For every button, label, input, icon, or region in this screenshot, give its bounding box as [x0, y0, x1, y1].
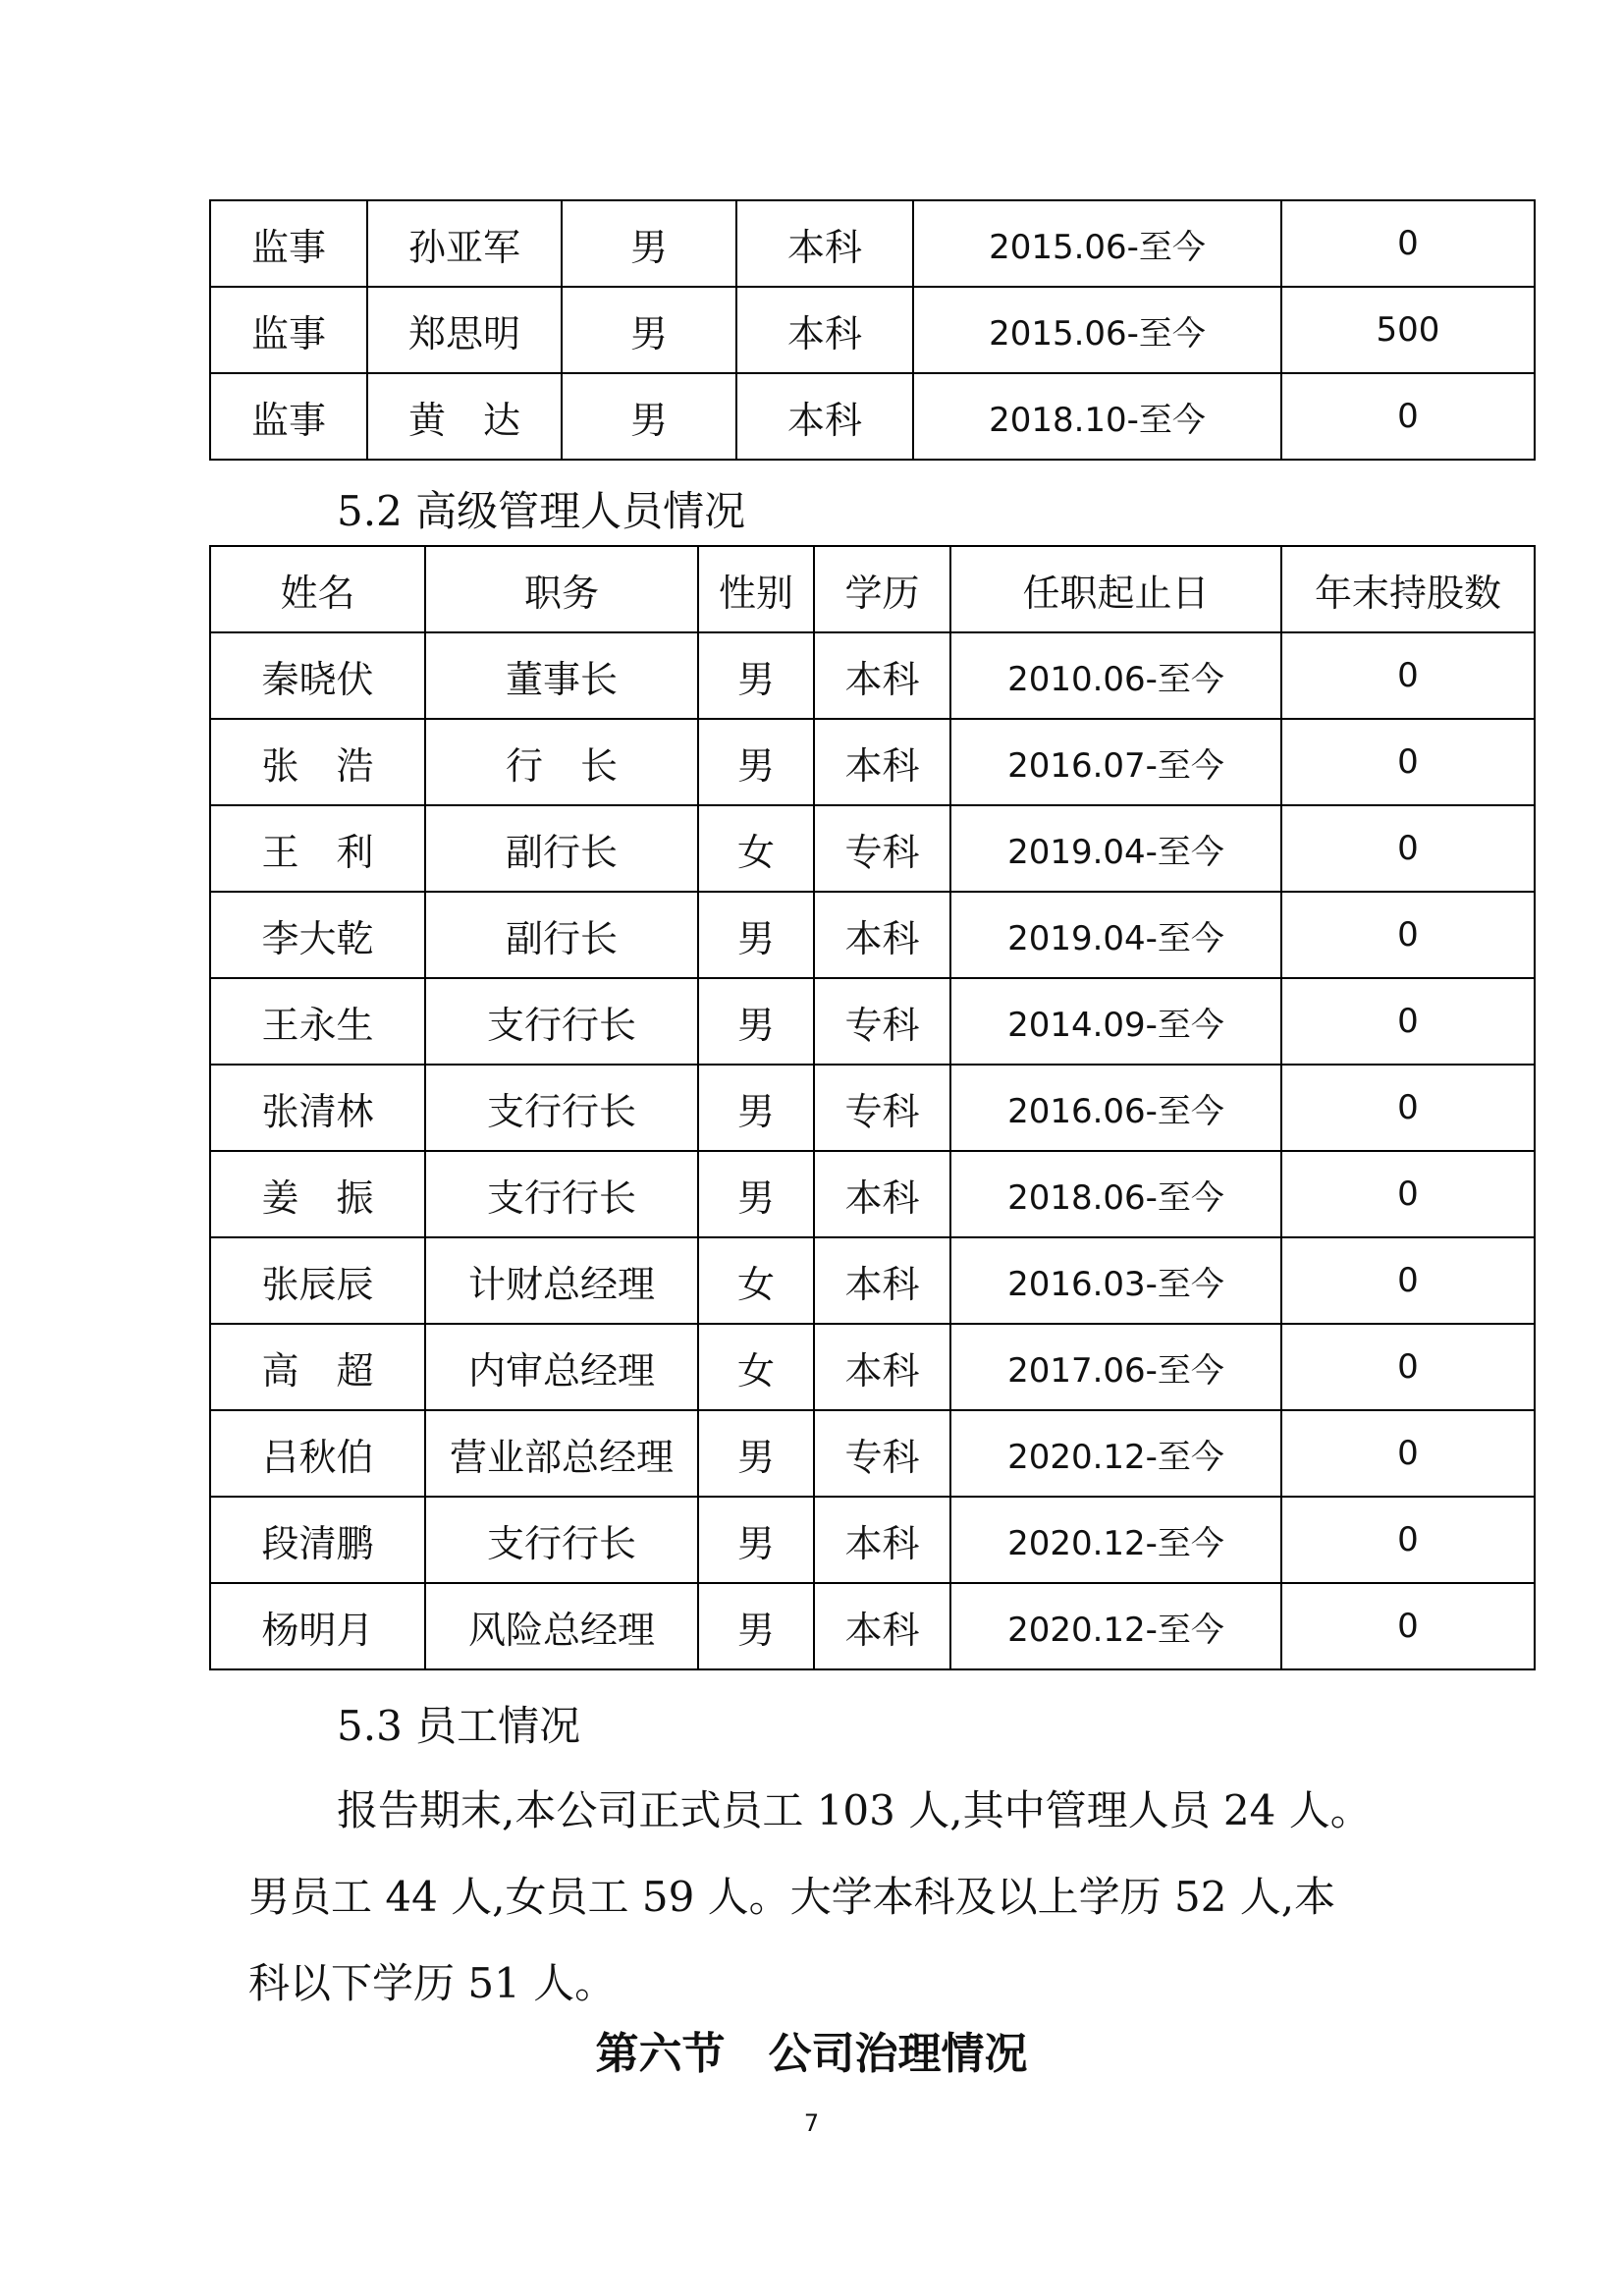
cell-shares: 0	[1281, 1324, 1535, 1410]
cell-education: 专科	[814, 805, 950, 892]
cell-position: 副行长	[425, 892, 698, 978]
table-row	[210, 719, 1535, 805]
table-row	[210, 200, 1535, 287]
cell-shares: 0	[1281, 1410, 1535, 1497]
table-row	[210, 1497, 1535, 1583]
cell-position: 支行行长	[425, 1151, 698, 1237]
staff-paragraph-line: 科以下学历 51 人。	[248, 1959, 617, 2007]
cell-gender: 男	[698, 1410, 814, 1497]
senior-management-table-body	[210, 632, 1535, 1669]
senior-management-table-header	[210, 546, 1535, 632]
cell-name: 李大乾	[210, 892, 425, 978]
cell-position: 行 长	[425, 719, 698, 805]
cell-position: 监事	[210, 373, 367, 460]
cell-name: 张清林	[210, 1065, 425, 1151]
cell-position: 监事	[210, 200, 367, 287]
cell-shares: 0	[1281, 1583, 1535, 1669]
header-position: 职务	[425, 546, 698, 632]
cell-shares: 0	[1281, 805, 1535, 892]
staff-paragraph-line: 报告期末,本公司正式员工 103 人,其中管理人员 24 人。	[337, 1786, 1372, 1834]
table-row	[210, 1410, 1535, 1497]
cell-position: 董事长	[425, 632, 698, 719]
cell-term: 2020.12-至今	[950, 1497, 1281, 1583]
cell-gender: 男	[698, 632, 814, 719]
cell-term: 2014.09-至今	[950, 978, 1281, 1065]
cell-education: 专科	[814, 978, 950, 1065]
cell-gender: 男	[698, 978, 814, 1065]
cell-name: 黄 达	[367, 373, 562, 460]
cell-term: 2016.03-至今	[950, 1237, 1281, 1324]
cell-shares: 0	[1281, 978, 1535, 1065]
cell-education: 专科	[814, 1065, 950, 1151]
table-row	[210, 805, 1535, 892]
cell-gender: 男	[698, 892, 814, 978]
section-6-title: 第六节 公司治理情况	[595, 2029, 1028, 2079]
cell-shares: 0	[1281, 1065, 1535, 1151]
cell-shares: 0	[1281, 632, 1535, 719]
table-row	[210, 287, 1535, 373]
cell-shares: 0	[1281, 892, 1535, 978]
header-education: 学历	[814, 546, 950, 632]
cell-term: 2019.04-至今	[950, 892, 1281, 978]
cell-term: 2016.07-至今	[950, 719, 1281, 805]
cell-position: 支行行长	[425, 978, 698, 1065]
cell-education: 本科	[814, 1324, 950, 1410]
cell-name: 吕秋伯	[210, 1410, 425, 1497]
table-row	[210, 373, 1535, 460]
cell-name: 高 超	[210, 1324, 425, 1410]
cell-shares: 500	[1281, 287, 1535, 373]
table-row	[210, 1583, 1535, 1669]
cell-gender: 男	[562, 373, 736, 460]
table-row	[210, 632, 1535, 719]
cell-name: 王永生	[210, 978, 425, 1065]
cell-shares: 0	[1281, 373, 1535, 460]
staff-paragraph	[248, 1768, 1525, 2027]
supervisor-table-body	[210, 200, 1535, 460]
cell-shares: 0	[1281, 1497, 1535, 1583]
header-shares: 年末持股数	[1281, 546, 1535, 632]
cell-gender: 男	[698, 719, 814, 805]
table-row	[210, 1324, 1535, 1410]
cell-term: 2018.06-至今	[950, 1151, 1281, 1237]
cell-shares: 0	[1281, 200, 1535, 287]
cell-term: 2010.06-至今	[950, 632, 1281, 719]
cell-name: 张辰辰	[210, 1237, 425, 1324]
table-row	[210, 1065, 1535, 1151]
cell-gender: 女	[698, 1324, 814, 1410]
cell-position: 支行行长	[425, 1497, 698, 1583]
cell-term: 2015.06-至今	[913, 287, 1281, 373]
cell-gender: 女	[698, 805, 814, 892]
table-row	[210, 1237, 1535, 1324]
cell-education: 本科	[814, 1151, 950, 1237]
cell-education: 本科	[814, 1497, 950, 1583]
cell-name: 王 利	[210, 805, 425, 892]
cell-shares: 0	[1281, 1237, 1535, 1324]
cell-education: 本科	[814, 632, 950, 719]
cell-name: 郑思明	[367, 287, 562, 373]
cell-shares: 0	[1281, 719, 1535, 805]
header-name: 姓名	[210, 546, 425, 632]
header-term: 任职起止日	[950, 546, 1281, 632]
cell-name: 杨明月	[210, 1583, 425, 1669]
table-row	[210, 1151, 1535, 1237]
cell-education: 本科	[814, 1237, 950, 1324]
staff-paragraph-line: 男员工 44 人,女员工 59 人。大学本科及以上学历 52 人,本	[248, 1873, 1336, 1921]
cell-education: 本科	[814, 719, 950, 805]
header-gender: 性别	[698, 546, 814, 632]
senior-management-table	[209, 545, 1536, 1670]
cell-name: 秦晓伏	[210, 632, 425, 719]
cell-gender: 女	[698, 1237, 814, 1324]
cell-gender: 男	[698, 1151, 814, 1237]
cell-term: 2015.06-至今	[913, 200, 1281, 287]
cell-position: 监事	[210, 287, 367, 373]
cell-shares: 0	[1281, 1151, 1535, 1237]
cell-term: 2019.04-至今	[950, 805, 1281, 892]
cell-position: 支行行长	[425, 1065, 698, 1151]
section-5-2-heading: 5.2 高级管理人员情况	[337, 487, 746, 535]
cell-position: 副行长	[425, 805, 698, 892]
cell-education: 本科	[814, 1583, 950, 1669]
cell-education: 本科	[736, 373, 913, 460]
cell-name: 段清鹏	[210, 1497, 425, 1583]
cell-position: 内审总经理	[425, 1324, 698, 1410]
cell-position: 营业部总经理	[425, 1410, 698, 1497]
cell-name: 姜 振	[210, 1151, 425, 1237]
table-row	[210, 978, 1535, 1065]
page-number: 7	[803, 2109, 820, 2137]
section-5-3-heading: 5.3 员工情况	[337, 1702, 581, 1750]
cell-name: 孙亚军	[367, 200, 562, 287]
cell-name: 张 浩	[210, 719, 425, 805]
cell-position: 计财总经理	[425, 1237, 698, 1324]
cell-education: 专科	[814, 1410, 950, 1497]
cell-gender: 男	[562, 200, 736, 287]
cell-gender: 男	[698, 1065, 814, 1151]
table-row	[210, 892, 1535, 978]
cell-education: 本科	[814, 892, 950, 978]
cell-education: 本科	[736, 287, 913, 373]
cell-position: 风险总经理	[425, 1583, 698, 1669]
cell-gender: 男	[698, 1497, 814, 1583]
cell-term: 2017.06-至今	[950, 1324, 1281, 1410]
cell-education: 本科	[736, 200, 913, 287]
cell-term: 2016.06-至今	[950, 1065, 1281, 1151]
supervisor-table	[209, 199, 1536, 461]
cell-term: 2020.12-至今	[950, 1410, 1281, 1497]
cell-gender: 男	[698, 1583, 814, 1669]
cell-term: 2020.12-至今	[950, 1583, 1281, 1669]
cell-gender: 男	[562, 287, 736, 373]
cell-term: 2018.10-至今	[913, 373, 1281, 460]
